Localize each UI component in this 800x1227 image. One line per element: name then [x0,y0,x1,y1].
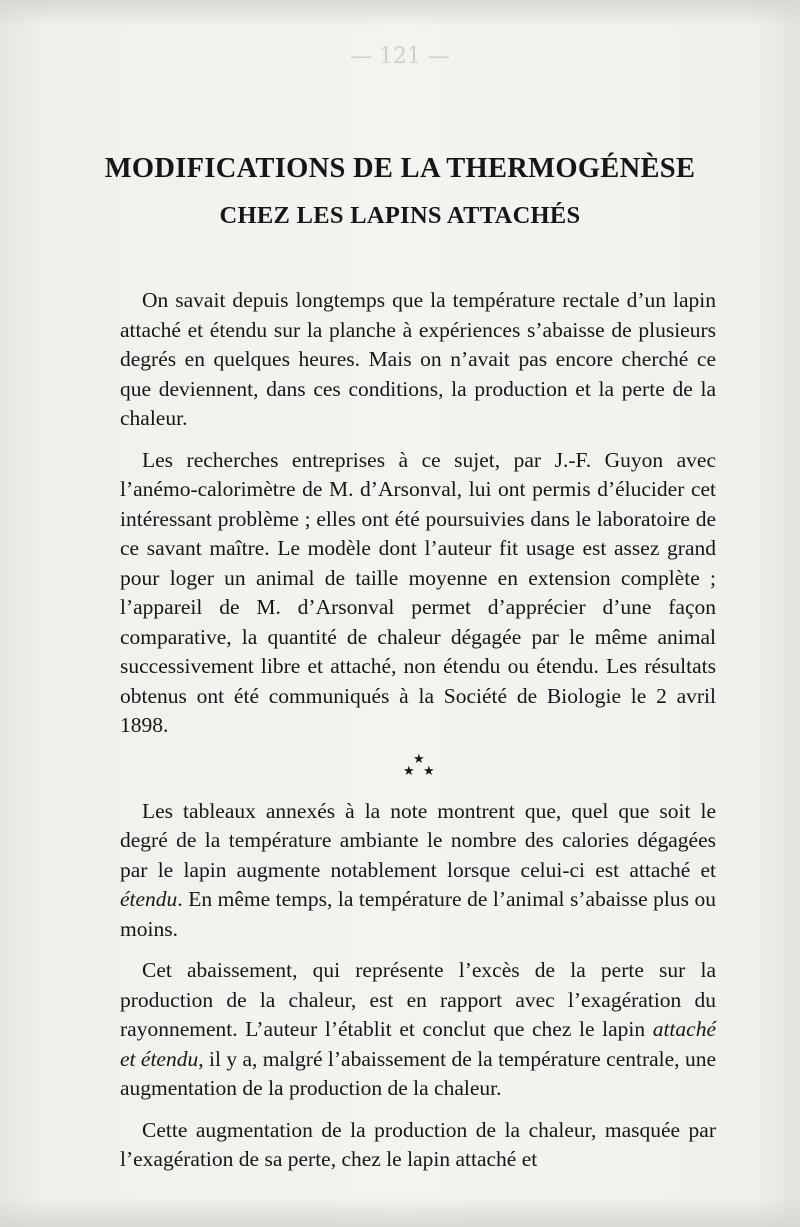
paragraph-4-text-after: , il y a, malgré l’abaissement de la température centrale, une augmentation de la production de la chaleur. [120,1046,717,1100]
page-title-line-2: CHEZ LES LAPINS ATTACHÉS [219,202,581,229]
paragraph-4-text-before: Cet abaissement, qui représente l’excès de la perte sur la production de la chaleur, est en rapport avec l’exagération du rayonnement. L’auteur l’établit et conclut que chez le lapin [120,958,716,1041]
paragraph-3-text-after: . En même temps, la température de l’animal s’abaisse plus ou moins. [120,887,716,941]
paragraph-2: Les recherches entreprises à ce sujet, par J.-F. Guyon avec l’anémo-calorimètre de M. d’Arsonval, lui ont permis d’élucider cet intéressant problème ; elles ont été poursuivies dans le laboratoire de ce savant maître. Le modèle dont l’auteur fit usage est assez grand pour loger un animal de taille moyenne en extension complète ; l’appareil de M. d’Arsonval permet d’apprécier d’une façon comparative, la quantité de chaleur dégagée par le même animal successivement libre et attaché, non étendu ou étendu. Les résultats obtenus ont été communiqués à la Société de Biologie le 2 avril 1898. [120,447,716,737]
section-separator [120,753,716,785]
page-title-line-1: MODIFICATIONS DE LA THERMOGÉNÈSE [104,153,696,184]
separator-star-2: ★ [403,763,415,779]
paragraph-3-italic: étendu [120,887,178,911]
paragraph-1: On savait depuis longtemps que la température rectale d’un lapin attaché et étendu sur la planche à expériences s’abaisse de plusieurs degrés en quelques heures. Mais on n’avait pas encore cherché ce que deviennent, dans ces conditions, la production et la perte de la chaleur. [120,288,716,430]
paragraph-3 [120,797,716,945]
page-header-bleedthrough: — 121 — [350,44,450,69]
paragraph-4-italic: attaché et étendu [120,1017,716,1071]
separator-star-1: ★ [413,751,425,767]
separator-star-3: ★ [423,763,435,779]
paragraph-3-text-before: Les tableaux annexés à la note montrent que, quel que soit le degré de la température ambiante le nombre des calories dégagées par le lapin augmente notablement lorsque celui-ci est attaché et [120,798,716,882]
document-body [120,286,716,1175]
paragraph-4 [120,956,716,1104]
paragraph-5: Cette augmentation de la production de la chaleur, masquée par l’exagération de sa perte, chez le lapin attaché et [120,1117,716,1171]
